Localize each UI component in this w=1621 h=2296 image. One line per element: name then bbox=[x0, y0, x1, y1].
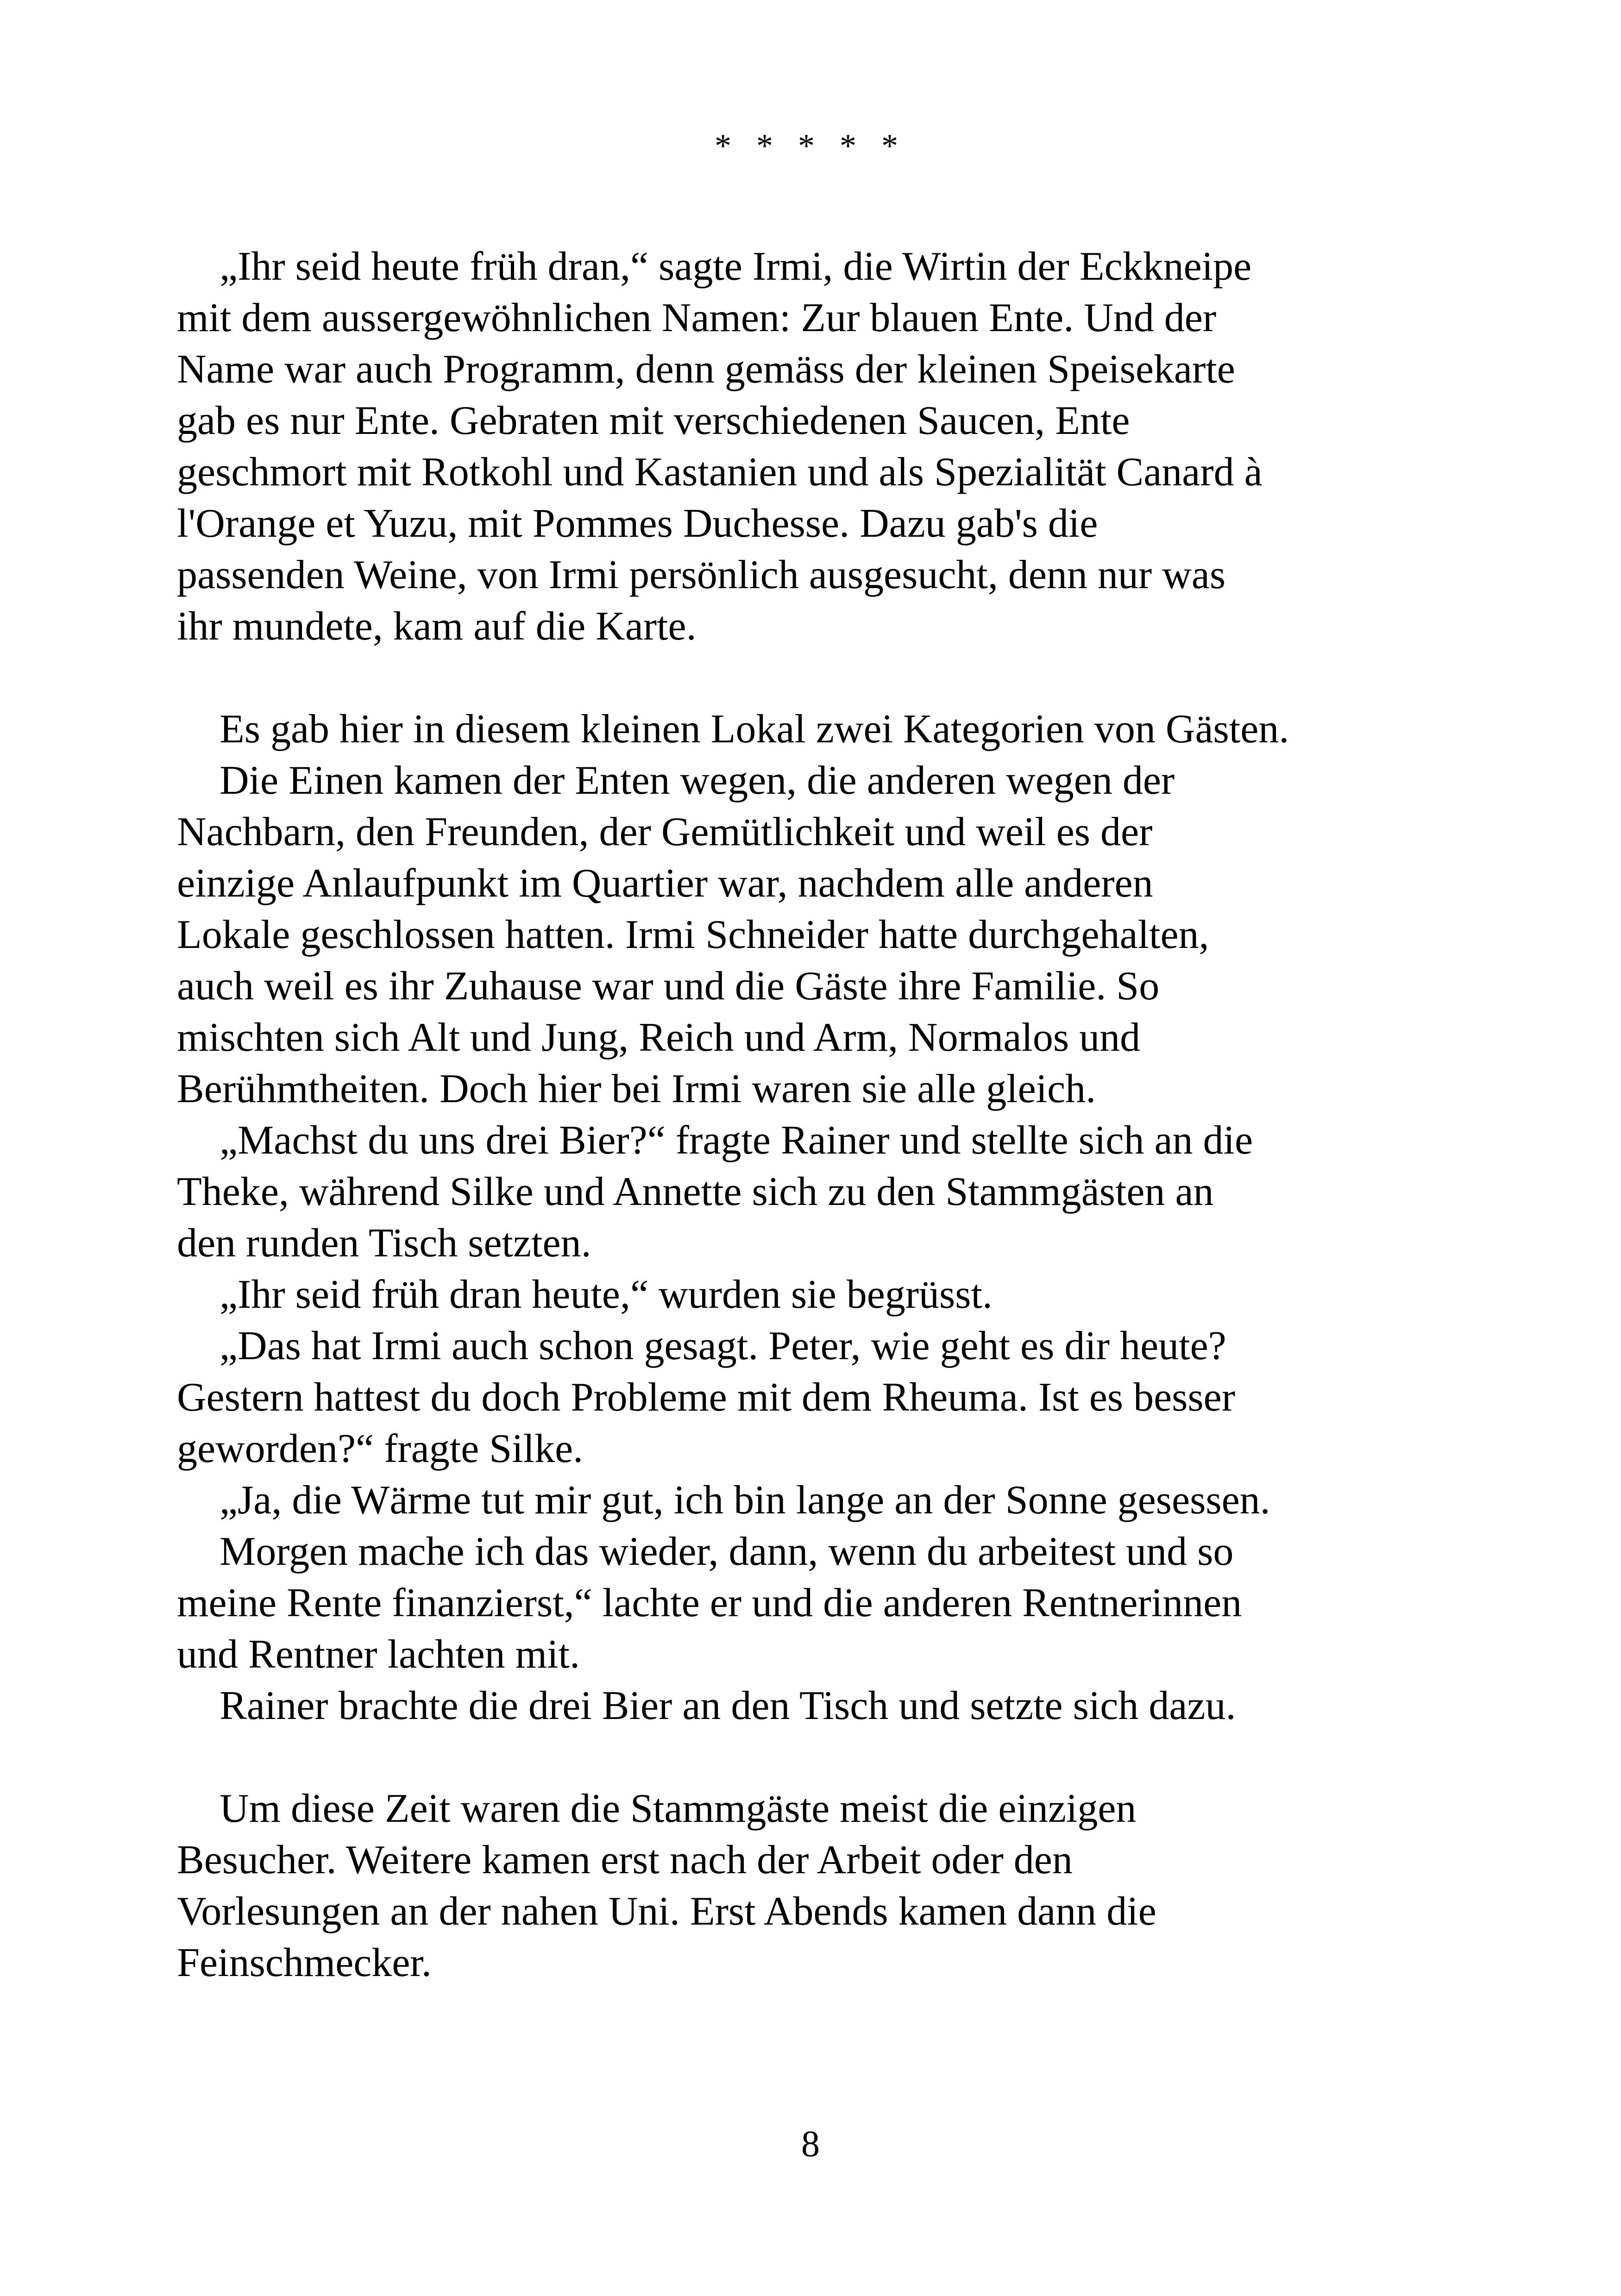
text-line: „Machst du uns drei Bier?“ fragte Rainer und stellte sich an die bbox=[220, 1118, 1253, 1163]
text-line: Morgen mache ich das wieder, dann, wenn du arbeitest und so bbox=[220, 1529, 1234, 1574]
text-line: Gestern hattest du doch Probleme mit dem Rheuma. Ist es besser bbox=[177, 1375, 1236, 1420]
text-line: einzige Anlaufpunkt im Quartier war, nachdem alle anderen bbox=[177, 861, 1153, 906]
section-separator: * * * * * bbox=[715, 127, 906, 164]
page-number: 8 bbox=[801, 2124, 820, 2164]
paragraph-gap bbox=[177, 1731, 1474, 1783]
body-text bbox=[177, 241, 1474, 1989]
text-line: Die Einen kamen der Enten wegen, die anderen wegen der bbox=[220, 758, 1175, 803]
text-line: Name war auch Programm, denn gemäss der kleinen Speisekarte bbox=[177, 347, 1235, 392]
text-line: Theke, während Silke und Annette sich zu den Stammgästen an bbox=[177, 1169, 1214, 1214]
text-line: und Rentner lachten mit. bbox=[177, 1632, 580, 1677]
text-line: Es gab hier in diesem kleinen Lokal zwei Kategorien von Gästen. bbox=[220, 707, 1289, 752]
text-line: meine Rente finanzierst,“ lachte er und die anderen Rentnerinnen bbox=[177, 1581, 1242, 1625]
text-line: „Das hat Irmi auch schon gesagt. Peter, wie geht es dir heute? bbox=[220, 1324, 1226, 1368]
text-line: Rainer brachte die drei Bier an den Tisch und setzte sich dazu. bbox=[220, 1683, 1236, 1728]
text-line: l'Orange et Yuzu, mit Pommes Duchesse. Dazu gab's die bbox=[177, 501, 1098, 546]
text-line: Nachbarn, den Freunden, der Gemütlichkeit und weil es der bbox=[177, 809, 1153, 854]
text-line: gab es nur Ente. Gebraten mit verschiedenen Saucen, Ente bbox=[177, 398, 1130, 443]
text-line: Lokale geschlossen hatten. Irmi Schneider hatte durchgehalten, bbox=[177, 912, 1209, 957]
paragraph-gap bbox=[177, 652, 1474, 703]
text-line: Besucher. Weitere kamen erst nach der Arbeit oder den bbox=[177, 1838, 1073, 1882]
text-line: Vorlesungen an der nahen Uni. Erst Abends kamen dann die bbox=[177, 1889, 1156, 1934]
text-line: Um diese Zeit waren die Stammgäste meist die einzigen bbox=[220, 1786, 1137, 1831]
text-line: geworden?“ fragte Silke. bbox=[177, 1426, 584, 1471]
text-line: ihr mundete, kam auf die Karte. bbox=[177, 604, 697, 649]
text-line: den runden Tisch setzten. bbox=[177, 1221, 591, 1266]
text-line: „Ja, die Wärme tut mir gut, ich bin lange an der Sonne gesessen. bbox=[220, 1478, 1270, 1523]
text-line: passenden Weine, von Irmi persönlich ausgesucht, denn nur was bbox=[177, 552, 1226, 597]
text-line: Feinschmecker. bbox=[177, 1940, 432, 1985]
text-line: „Ihr seid heute früh dran,“ sagte Irmi, die Wirtin der Eckkneipe bbox=[220, 244, 1252, 289]
text-line: Berühmtheiten. Doch hier bei Irmi waren sie alle gleich. bbox=[177, 1066, 1096, 1111]
text-line: mischten sich Alt und Jung, Reich und Arm, Normalos und bbox=[177, 1015, 1141, 1060]
text-line: „Ihr seid früh dran heute,“ wurden sie begrüsst. bbox=[220, 1272, 993, 1317]
text-line: mit dem aussergewöhnlichen Namen: Zur blauen Ente. Und der bbox=[177, 295, 1217, 340]
text-line: geschmort mit Rotkohl und Kastanien und als Spezialität Canard à bbox=[177, 450, 1263, 495]
text-line: auch weil es ihr Zuhause war und die Gäste ihre Familie. So bbox=[177, 964, 1160, 1009]
